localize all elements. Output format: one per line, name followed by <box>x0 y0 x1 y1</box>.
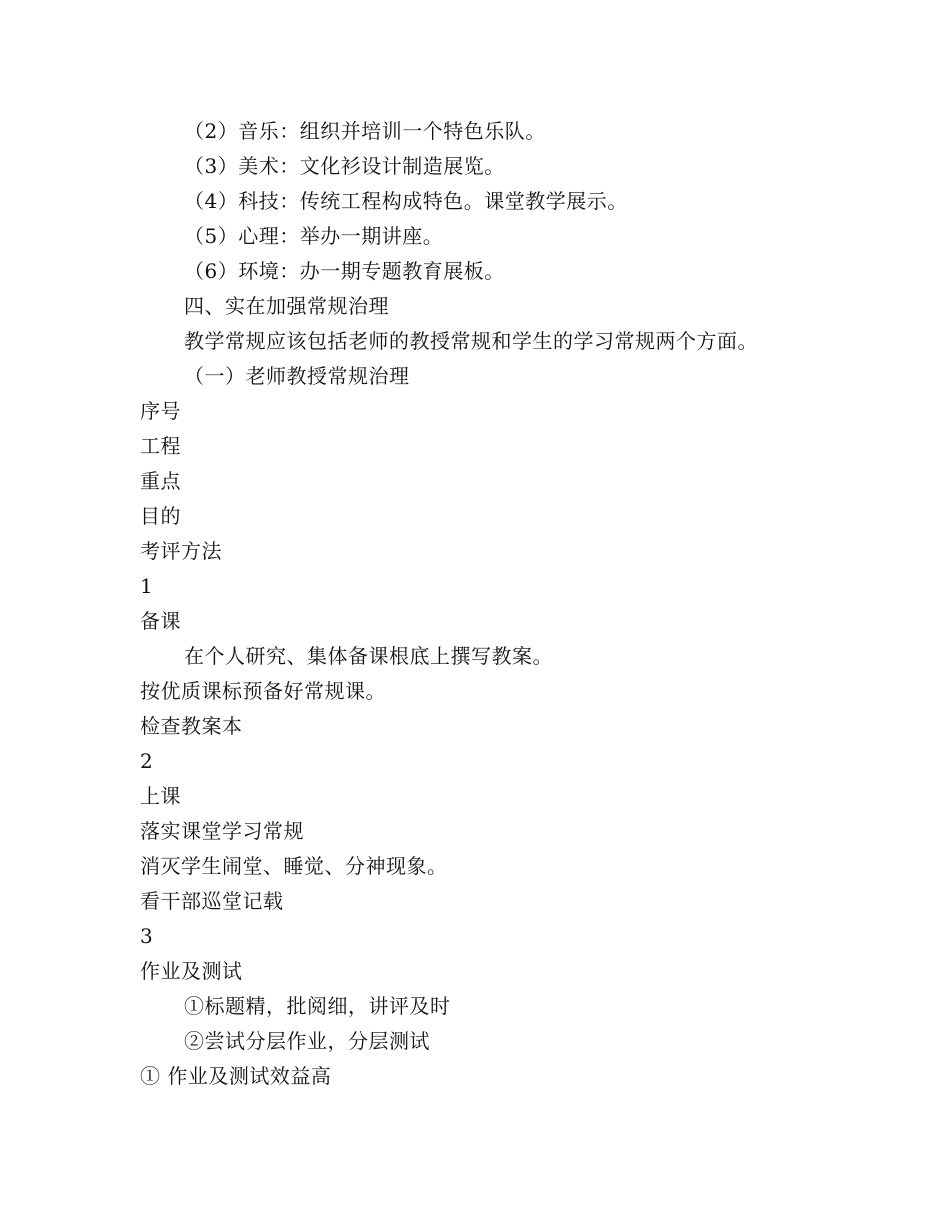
table-cell-evaluation: 看干部巡堂记载 <box>140 889 284 913</box>
table-header-focus: 重点 <box>140 469 181 493</box>
list-item-psychology: （5）心理：举办一期讲座。 <box>184 224 444 248</box>
table-cell-focus: 在个人研究、集体备课根底上撰写教案。 <box>184 644 553 668</box>
table-cell-item: 上课 <box>140 784 181 808</box>
table-cell-item: 备课 <box>140 609 181 633</box>
section-heading: 四、实在加强常规治理 <box>184 294 389 318</box>
list-item-environment: （6）环境：办一期专题教育展板。 <box>184 259 505 283</box>
table-header-evaluation: 考评方法 <box>140 539 222 563</box>
table-cell-goal: 按优质课标预备好常规课。 <box>140 679 386 703</box>
table-cell-item: 作业及测试 <box>140 959 243 983</box>
table-cell-focus: 落实课堂学习常规 <box>140 819 304 843</box>
list-item-music: （2）音乐：组织并培训一个特色乐队。 <box>184 119 546 143</box>
table-cell-focus: ①标题精，批阅细，讲评及时 <box>184 994 451 1018</box>
table-header-goal: 目的 <box>140 504 181 528</box>
list-item-art: （3）美术：文化衫设计制造展览。 <box>184 154 505 178</box>
table-cell-focus: ②尝试分层作业，分层测试 <box>184 1029 430 1053</box>
paragraph: 教学常规应该包括老师的教授常规和学生的学习常规两个方面。 <box>184 329 758 353</box>
subsection-heading: （一）老师教授常规治理 <box>184 364 410 388</box>
table-cell-index: 2 <box>140 749 154 773</box>
table-cell-goal: 消灭学生闹堂、睡觉、分神现象。 <box>140 854 448 878</box>
table-cell-evaluation: 检查教案本 <box>140 714 243 738</box>
table-cell-index: 3 <box>140 924 154 948</box>
table-header-index: 序号 <box>140 399 181 423</box>
table-cell-index: 1 <box>140 574 154 598</box>
list-item-tech: （4）科技：传统工程构成特色。课堂教学展示。 <box>184 189 628 213</box>
table-header-item: 工程 <box>140 434 181 458</box>
table-cell-goal: ① 作业及测试效益高 <box>140 1064 332 1088</box>
